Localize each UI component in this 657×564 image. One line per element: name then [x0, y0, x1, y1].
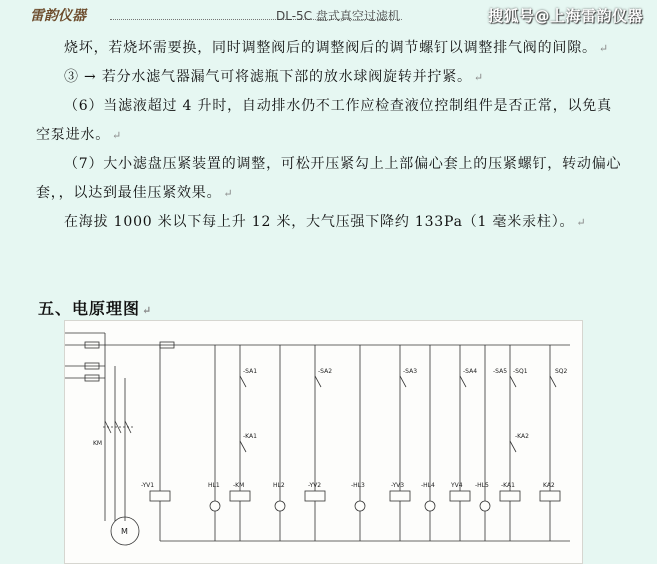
- switch-label: SQ2: [555, 368, 568, 375]
- paragraph: （6）当滤液超过 4 升时，自动排水仍不工作应检查液位控制组件是否正常，以免真空泵进水。 ↵: [36, 98, 612, 143]
- component-label: -HL3: [351, 482, 365, 489]
- relay-label: -KA2: [515, 433, 529, 440]
- contactor-label: KM: [93, 440, 103, 447]
- paragraph: （7）大小滤盘压紧装置的调整，可松开压紧勾上上部偏心套上的压紧螺钉，转动偏心套，，以达到最佳压紧效果。 ↵: [36, 156, 622, 201]
- component-label: HL2: [273, 482, 285, 489]
- return-mark-icon: ↵: [112, 129, 123, 142]
- section-title: 五、电原理图 ↵: [38, 299, 153, 318]
- component-label: -KM: [233, 482, 245, 489]
- component-label: -HL4: [421, 482, 435, 489]
- switch-label: -SA4: [463, 368, 478, 375]
- circuit-diagram: [64, 320, 583, 564]
- paragraph: 烧坏，若烧坏需要换，同时调整阀后的调整阀后的调节螺钉以调整排气阀的间隙。 ↵: [64, 40, 609, 56]
- circuit-diagram-svg: [65, 321, 582, 563]
- motor-label: M: [121, 527, 128, 536]
- document-title: DL-5C 盘式真空过滤机: [276, 9, 400, 23]
- brand-logo: 雷韵仪器: [30, 8, 86, 24]
- page-header: [0, 0, 657, 30]
- component-label: -KA1: [501, 482, 515, 489]
- paragraph: 在海拔 1000 米以下每上升 12 米，大气压强下降约 133Pa（1 毫米汞柱）。 ↵: [64, 214, 587, 230]
- watermark: 搜狐号@上海雷韵仪器: [488, 7, 644, 25]
- paragraph: ③ → 若分水滤气器漏气可将滤瓶下部的放水球阀旋转并拧紧。 ↵: [64, 69, 484, 85]
- return-mark-icon: ↵: [142, 304, 153, 317]
- switch-label: -SA1: [243, 368, 258, 375]
- component-label: -HL5: [475, 482, 489, 489]
- switch-label: -SA2: [318, 368, 333, 375]
- return-mark-icon: ↵: [576, 216, 587, 229]
- switch-label: -SQ1: [513, 368, 528, 375]
- switch-label: -SA5: [493, 368, 508, 375]
- component-label: -YV1: [141, 482, 155, 489]
- return-mark-icon: ↵: [223, 187, 234, 200]
- component-label: YV4: [451, 482, 463, 489]
- component-label: -YV3: [391, 482, 405, 489]
- return-mark-icon: ↵: [598, 42, 609, 55]
- component-label: -YV2: [308, 482, 322, 489]
- component-label: KA2: [543, 482, 555, 489]
- document-body: [36, 34, 626, 237]
- return-mark-icon: ↵: [473, 71, 484, 84]
- component-label: HL1: [208, 482, 220, 489]
- relay-label: -KA1: [243, 433, 257, 440]
- switch-label: -SA3: [403, 368, 418, 375]
